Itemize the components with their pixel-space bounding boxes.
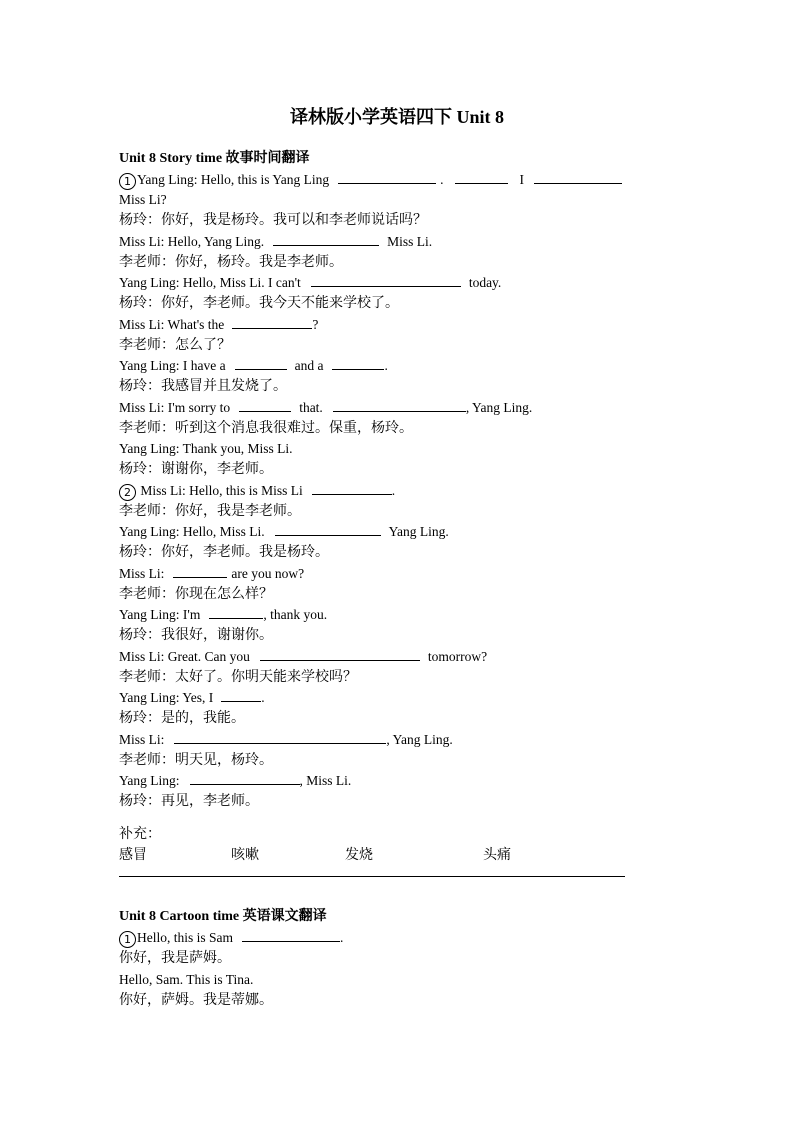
- blank-line[interactable]: [332, 356, 384, 370]
- chinese-translation: 杨玲：你好，李老师。我今天不能来学校了。: [119, 295, 399, 311]
- chinese-translation: 杨玲：我感冒并且发烧了。: [119, 378, 287, 394]
- circled-number-marker: 1: [119, 931, 136, 948]
- story-time-heading: Unit 8 Story time 故事时间翻译: [119, 151, 310, 166]
- chinese-translation: 李老师：太好了。你明天能来学校吗？: [119, 668, 357, 685]
- blank-line[interactable]: [232, 315, 312, 329]
- vocab-word: 头痛: [483, 847, 511, 863]
- english-line: Yang Ling: I have a and a .: [119, 358, 388, 373]
- circled-number-marker: 1: [119, 173, 136, 190]
- cartoon-time-section: [119, 906, 679, 1010]
- blank-line[interactable]: [190, 771, 300, 785]
- english-line: Yang Ling: Hello, Miss Li. I can't today.: [119, 275, 502, 290]
- english-line: Yang Ling: , Miss Li.: [119, 773, 352, 788]
- english-line: Hello, Sam. This is Tina.: [119, 971, 254, 987]
- blank-line[interactable]: [239, 398, 291, 412]
- blank-line[interactable]: [338, 170, 436, 184]
- blank-line[interactable]: [455, 170, 508, 184]
- supplement-section: [119, 824, 679, 878]
- chinese-translation: 你好，我是萨姆。: [119, 950, 231, 966]
- blank-line[interactable]: [173, 564, 227, 578]
- english-line: Yang Ling: Thank you, Miss Li.: [119, 441, 293, 456]
- page-title: 译林版小学英语四下 Unit 8: [289, 107, 504, 127]
- chinese-translation: 杨玲：谢谢你，李老师。: [119, 461, 273, 477]
- blank-line[interactable]: [312, 481, 392, 495]
- chinese-translation: 李老师：明天见，杨玲。: [119, 751, 273, 768]
- blank-line[interactable]: [221, 688, 261, 702]
- chinese-translation: 李老师：你好，我是李老师。: [119, 502, 301, 519]
- chinese-translation: 你好，萨姆。我是蒂娜。: [119, 991, 273, 1008]
- vocab-word: 发烧: [345, 847, 373, 863]
- chinese-translation: 杨玲：我很好，谢谢你。: [119, 627, 273, 643]
- answer-line-divider[interactable]: [119, 876, 625, 877]
- english-line: Yang Ling: Yes, I .: [119, 690, 265, 705]
- blank-line[interactable]: [235, 356, 287, 370]
- english-line: Miss Li: I'm sorry to that. , Yang Ling.: [119, 399, 533, 415]
- circled-number-marker: 2: [119, 484, 136, 501]
- blank-line[interactable]: [260, 647, 420, 661]
- chinese-translation: 李老师：你好，杨玲。我是李老师。: [119, 253, 343, 270]
- english-line: Yang Ling: Hello, Miss Li. Yang Ling.: [119, 524, 449, 539]
- english-line: Miss Li: , Yang Ling.: [119, 731, 453, 747]
- blank-line[interactable]: [209, 605, 263, 619]
- blank-line[interactable]: [273, 232, 379, 246]
- chinese-translation: 李老师：怎么了？: [119, 336, 231, 353]
- blank-line[interactable]: [333, 398, 466, 412]
- vocabulary-row: [119, 844, 679, 866]
- english-line: 2 Miss Li: Hello, this is Miss Li .: [119, 480, 679, 501]
- english-line: 1 Hello, this is Sam .: [119, 927, 679, 948]
- english-line: 1 Yang Ling: Hello, this is Yang Ling . I: [119, 169, 679, 190]
- worksheet-content: [119, 148, 679, 1010]
- chinese-translation: 杨玲：再见，李老师。: [119, 793, 259, 809]
- english-line: Miss Li?: [119, 192, 167, 207]
- chinese-translation: 李老师：听到这个消息我很难过。保重，杨玲。: [119, 419, 413, 436]
- blank-line[interactable]: [174, 730, 386, 744]
- english-line: Miss Li: What's the ?: [119, 316, 319, 332]
- english-line: Miss Li: Hello, Yang Ling. Miss Li.: [119, 233, 433, 249]
- chinese-translation: 杨玲：是的，我能。: [119, 710, 245, 726]
- vocab-word: 咳嗽: [231, 847, 259, 863]
- english-line: Miss Li: are you now?: [119, 565, 305, 581]
- cartoon-time-heading: Unit 8 Cartoon time 英语课文翻译: [119, 909, 327, 924]
- blank-line[interactable]: [275, 522, 381, 536]
- chinese-translation: 杨玲：你好，我是杨玲。我可以和李老师说话吗？: [119, 212, 427, 228]
- english-line: Yang Ling: I'm , thank you.: [119, 607, 328, 622]
- blank-line[interactable]: [534, 170, 622, 184]
- blank-line[interactable]: [311, 273, 461, 287]
- blank-line[interactable]: [242, 928, 340, 942]
- chinese-translation: 杨玲：你好，李老师。我是杨玲。: [119, 544, 329, 560]
- supplement-label: 补充：: [119, 825, 161, 842]
- chinese-translation: 李老师：你现在怎么样？: [119, 585, 273, 602]
- vocab-word: 感冒: [119, 847, 147, 863]
- english-line: Miss Li: Great. Can you tomorrow?: [119, 648, 488, 664]
